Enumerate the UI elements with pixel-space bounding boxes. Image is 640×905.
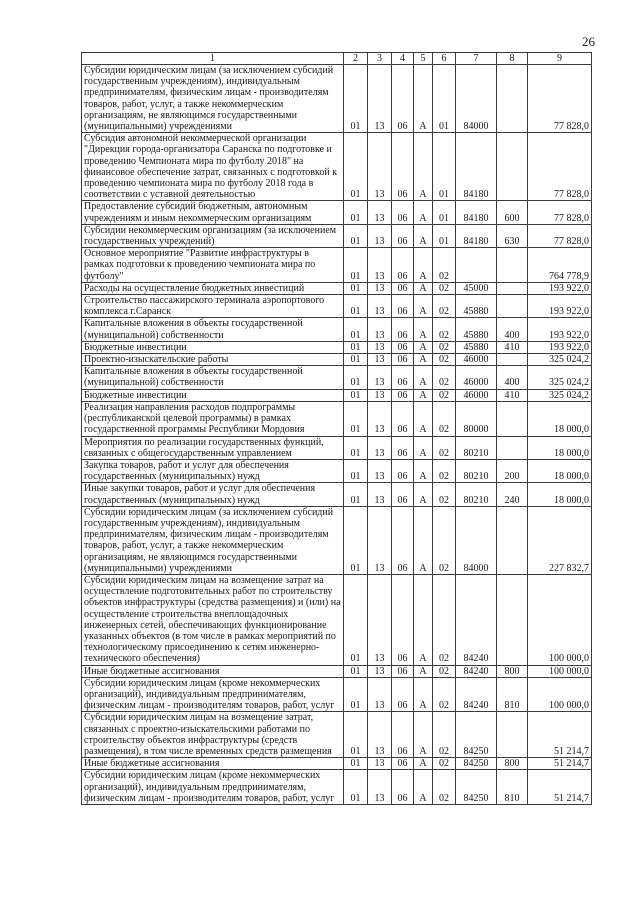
code-ministry: 01 (344, 224, 368, 247)
table-row (82, 133, 592, 201)
row-sum: 325 024,2 (528, 354, 592, 366)
code-direction: 84250 (456, 712, 497, 758)
code-section: 13 (368, 318, 392, 341)
row-name: Основное мероприятие "Развитие инфраструктуры в рамках подготовки к проведению чемпионата мира по футболу" (82, 248, 344, 283)
code-subprogram: 02 (433, 712, 456, 758)
code-section: 13 (368, 248, 392, 283)
code-section: 13 (368, 341, 392, 353)
code-subprogram: 02 (433, 389, 456, 401)
code-direction: 84000 (456, 506, 497, 574)
code-expense-type: 400 (497, 366, 528, 389)
code-subprogram: 01 (433, 133, 456, 201)
code-expense-type (497, 436, 528, 459)
row-name: Субсидии некоммерческим организациям (за исключением государственных учреждений) (82, 224, 344, 247)
row-name: Субсидия автономной некоммерческой организации "Дирекция города-организатора Саранска по подготовке и проведению Чемпионата мира по футболу 2018" на финансовое обеспечение затрат, связанных с подготовкой к проведению чемпионата мира по футболу 2018 года в соответствии с уставной деятельностью (82, 133, 344, 201)
row-name: Иные закупки товаров, работ и услуг для обеспечения государственных (муниципальных) нужд (82, 483, 344, 506)
code-expense-type (497, 712, 528, 758)
code-ministry: 01 (344, 401, 368, 436)
code-subsection: 06 (392, 436, 414, 459)
code-expense-type: 410 (497, 341, 528, 353)
code-expense-type (497, 248, 528, 283)
code-subprogram: 02 (433, 295, 456, 318)
code-program: А (414, 389, 433, 401)
row-sum: 100 000,0 (528, 574, 592, 665)
code-subsection: 06 (392, 248, 414, 283)
code-section: 13 (368, 712, 392, 758)
row-sum: 193 922,0 (528, 295, 592, 318)
row-sum: 51 214,7 (528, 758, 592, 770)
code-program: А (414, 436, 433, 459)
code-section: 13 (368, 459, 392, 482)
column-header-8: 8 (497, 53, 528, 65)
row-sum: 227 832,7 (528, 506, 592, 574)
row-name: Субсидии юридическим лицам (за исключением субсидий государственным учреждениям), индивидуальным предпринимателям, физическим лицам - производителям товаров, работ, услуг, а также некоммерческим организациям, не являющимся государственными (муниципальными) учреждениями (82, 506, 344, 574)
row-name: Мероприятия по реализации государственных функций, связанных с общегосударственным управлением (82, 436, 344, 459)
column-header-6: 6 (433, 53, 456, 65)
row-name: Иные бюджетные ассигнования (82, 665, 344, 677)
code-direction: 45880 (456, 295, 497, 318)
code-expense-type (497, 133, 528, 201)
code-subprogram: 02 (433, 758, 456, 770)
code-section: 13 (368, 483, 392, 506)
row-sum: 18 000,0 (528, 459, 592, 482)
code-ministry: 01 (344, 677, 368, 712)
code-program: А (414, 758, 433, 770)
row-name: Реализация направления расходов подпрограммы (республиканской целевой программы) в рамках государственной программы Республики Мордовия (82, 401, 344, 436)
table-row (82, 295, 592, 318)
row-sum: 18 000,0 (528, 483, 592, 506)
code-subprogram: 02 (433, 401, 456, 436)
row-sum: 77 828,0 (528, 201, 592, 224)
table-row (82, 354, 592, 366)
table-row (82, 282, 592, 294)
code-subprogram: 02 (433, 282, 456, 294)
table-row (82, 65, 592, 133)
column-header-9: 9 (528, 53, 592, 65)
code-expense-type: 810 (497, 677, 528, 712)
code-subsection: 06 (392, 677, 414, 712)
code-program: А (414, 665, 433, 677)
row-sum: 77 828,0 (528, 224, 592, 247)
code-subsection: 06 (392, 712, 414, 758)
row-sum: 18 000,0 (528, 436, 592, 459)
code-section: 13 (368, 282, 392, 294)
row-name: Субсидии юридическим лицам на возмещение затрат на осуществление подготовительных работ по строительству объектов инфраструктуры (средства размещения) и (или) на осуществление строительства внеплощадочных инженерных сетей, обеспечивающих функционирование указанных объектов (в том числе в рамках мероприятий по технологическому присоединению к сетям инженерно-технического обеспечения) (82, 574, 344, 665)
code-ministry: 01 (344, 665, 368, 677)
row-name: Капитальные вложения в объекты государственной (муниципальной) собственности (82, 366, 344, 389)
table-row (82, 712, 592, 758)
table-row (82, 366, 592, 389)
code-subsection: 06 (392, 770, 414, 805)
code-subsection: 06 (392, 401, 414, 436)
table-row (82, 436, 592, 459)
code-program: А (414, 712, 433, 758)
code-section: 13 (368, 65, 392, 133)
code-direction: 45880 (456, 341, 497, 353)
code-subprogram: 02 (433, 436, 456, 459)
code-section: 13 (368, 401, 392, 436)
code-expense-type: 800 (497, 665, 528, 677)
code-program: А (414, 65, 433, 133)
code-program: А (414, 354, 433, 366)
code-subsection: 06 (392, 483, 414, 506)
code-subprogram: 01 (433, 201, 456, 224)
code-subprogram: 02 (433, 366, 456, 389)
code-subsection: 06 (392, 574, 414, 665)
table-row (82, 574, 592, 665)
code-subprogram: 02 (433, 770, 456, 805)
code-ministry: 01 (344, 483, 368, 506)
row-name: Закупка товаров, работ и услуг для обеспечения государственных (муниципальных) нужд (82, 459, 344, 482)
column-header-3: 3 (368, 53, 392, 65)
code-section: 13 (368, 665, 392, 677)
table-row (82, 401, 592, 436)
code-section: 13 (368, 770, 392, 805)
code-direction: 84000 (456, 65, 497, 133)
code-subprogram: 02 (433, 574, 456, 665)
row-sum: 18 000,0 (528, 401, 592, 436)
row-sum: 193 922,0 (528, 341, 592, 353)
code-expense-type: 630 (497, 224, 528, 247)
code-subsection: 06 (392, 65, 414, 133)
code-subsection: 06 (392, 758, 414, 770)
code-ministry: 01 (344, 770, 368, 805)
code-subprogram: 02 (433, 341, 456, 353)
code-program: А (414, 248, 433, 283)
code-program: А (414, 341, 433, 353)
code-section: 13 (368, 506, 392, 574)
code-ministry: 01 (344, 712, 368, 758)
code-subsection: 06 (392, 389, 414, 401)
code-expense-type (497, 65, 528, 133)
code-subsection: 06 (392, 366, 414, 389)
code-subsection: 06 (392, 133, 414, 201)
row-name: Бюджетные инвестиции (82, 389, 344, 401)
table-header (82, 53, 592, 65)
row-name: Расходы на осуществление бюджетных инвестиций (82, 282, 344, 294)
code-expense-type: 810 (497, 770, 528, 805)
code-direction: 45880 (456, 318, 497, 341)
code-subprogram: 02 (433, 318, 456, 341)
row-name: Бюджетные инвестиции (82, 341, 344, 353)
code-ministry: 01 (344, 282, 368, 294)
code-ministry: 01 (344, 133, 368, 201)
code-subsection: 06 (392, 341, 414, 353)
row-sum: 193 922,0 (528, 318, 592, 341)
code-program: А (414, 224, 433, 247)
row-name: Субсидии юридическим лицам на возмещение затрат, связанных с проектно-изыскательскими работами по строительству объектов инфраструктуры (средств размещения), в том числе временных средств размещения (82, 712, 344, 758)
code-section: 13 (368, 574, 392, 665)
code-subprogram: 02 (433, 506, 456, 574)
code-program: А (414, 133, 433, 201)
code-direction: 45000 (456, 282, 497, 294)
row-name: Капитальные вложения в объекты государственной (муниципальной) собственности (82, 318, 344, 341)
code-section: 13 (368, 436, 392, 459)
code-ministry: 01 (344, 758, 368, 770)
table-row (82, 758, 592, 770)
page-number: 26 (582, 34, 595, 49)
row-sum: 100 000,0 (528, 665, 592, 677)
code-expense-type: 410 (497, 389, 528, 401)
table-row (82, 459, 592, 482)
code-expense-type: 240 (497, 483, 528, 506)
code-expense-type: 200 (497, 459, 528, 482)
column-header-2: 2 (344, 53, 368, 65)
code-ministry: 01 (344, 366, 368, 389)
code-direction (456, 248, 497, 283)
budget-table (81, 52, 592, 805)
code-section: 13 (368, 758, 392, 770)
code-program: А (414, 295, 433, 318)
code-subsection: 06 (392, 665, 414, 677)
code-program: А (414, 366, 433, 389)
table-row (82, 506, 592, 574)
code-direction: 80000 (456, 401, 497, 436)
code-program: А (414, 677, 433, 712)
table-row (82, 677, 592, 712)
code-subsection: 06 (392, 459, 414, 482)
code-ministry: 01 (344, 506, 368, 574)
table-row (82, 224, 592, 247)
code-section: 13 (368, 295, 392, 318)
code-program: А (414, 318, 433, 341)
code-ministry: 01 (344, 354, 368, 366)
code-direction: 46000 (456, 389, 497, 401)
code-section: 13 (368, 354, 392, 366)
code-expense-type (497, 401, 528, 436)
code-program: А (414, 770, 433, 805)
column-header-5: 5 (414, 53, 433, 65)
row-sum: 51 214,7 (528, 770, 592, 805)
table-row (82, 389, 592, 401)
code-program: А (414, 459, 433, 482)
code-subsection: 06 (392, 201, 414, 224)
code-expense-type (497, 354, 528, 366)
code-direction: 84180 (456, 201, 497, 224)
table-row (82, 318, 592, 341)
code-subsection: 06 (392, 318, 414, 341)
row-sum: 51 214,7 (528, 712, 592, 758)
code-section: 13 (368, 366, 392, 389)
code-section: 13 (368, 677, 392, 712)
table-row (82, 665, 592, 677)
code-direction: 46000 (456, 354, 497, 366)
code-direction: 80210 (456, 436, 497, 459)
table-row (82, 341, 592, 353)
code-direction: 80210 (456, 483, 497, 506)
row-name: Иные бюджетные ассигнования (82, 758, 344, 770)
code-ministry: 01 (344, 389, 368, 401)
row-name: Предоставление субсидий бюджетным, автономным учреждениям и иным некоммерческим организациям (82, 201, 344, 224)
code-direction: 84240 (456, 665, 497, 677)
code-section: 13 (368, 201, 392, 224)
code-subsection: 06 (392, 282, 414, 294)
code-subprogram: 02 (433, 665, 456, 677)
code-subprogram: 01 (433, 224, 456, 247)
row-name: Субсидии юридическим лицам (за исключением субсидий государственным учреждениям), индивидуальным предпринимателям, физическим лицам - производителям товаров, работ, услуг, а также некоммерческим организациям, не являющимся государственными (муниципальными) учреждениями (82, 65, 344, 133)
row-name: Субсидии юридическим лицам (кроме некоммерческих организаций), индивидуальным предпринимателям, физическим лицам - производителям товаров, работ, услуг (82, 677, 344, 712)
row-name: Строительство пассажирского терминала аэропортового комплекса г.Саранск (82, 295, 344, 318)
code-ministry: 01 (344, 295, 368, 318)
header-row (82, 53, 592, 65)
code-subsection: 06 (392, 295, 414, 318)
row-name: Проектно-изыскательские работы (82, 354, 344, 366)
table-body (82, 65, 592, 805)
code-subprogram: 01 (433, 65, 456, 133)
row-sum: 100 000,0 (528, 677, 592, 712)
code-expense-type (497, 574, 528, 665)
table-row (82, 483, 592, 506)
row-sum: 325 024,2 (528, 366, 592, 389)
code-section: 13 (368, 133, 392, 201)
code-section: 13 (368, 224, 392, 247)
code-subprogram: 02 (433, 459, 456, 482)
code-program: А (414, 506, 433, 574)
code-subsection: 06 (392, 354, 414, 366)
code-direction: 84250 (456, 770, 497, 805)
code-program: А (414, 483, 433, 506)
code-subprogram: 02 (433, 354, 456, 366)
table-row (82, 248, 592, 283)
code-subprogram: 02 (433, 677, 456, 712)
code-subsection: 06 (392, 506, 414, 574)
code-subsection: 06 (392, 224, 414, 247)
code-expense-type (497, 282, 528, 294)
code-ministry: 01 (344, 341, 368, 353)
column-header-1: 1 (82, 53, 344, 65)
code-subprogram: 02 (433, 483, 456, 506)
code-program: А (414, 201, 433, 224)
code-expense-type: 400 (497, 318, 528, 341)
code-program: А (414, 282, 433, 294)
code-ministry: 01 (344, 248, 368, 283)
code-expense-type: 800 (497, 758, 528, 770)
code-direction: 84180 (456, 133, 497, 201)
code-ministry: 01 (344, 436, 368, 459)
code-ministry: 01 (344, 65, 368, 133)
code-expense-type: 600 (497, 201, 528, 224)
code-expense-type (497, 295, 528, 318)
code-section: 13 (368, 389, 392, 401)
row-sum: 325 024,2 (528, 389, 592, 401)
row-sum: 77 828,0 (528, 65, 592, 133)
row-name: Субсидии юридическим лицам (кроме некоммерческих организаций), индивидуальным предпринимателям, физическим лицам - производителям товаров, работ, услуг (82, 770, 344, 805)
code-program: А (414, 574, 433, 665)
code-subprogram: 02 (433, 248, 456, 283)
row-sum: 77 828,0 (528, 133, 592, 201)
code-expense-type (497, 506, 528, 574)
code-direction: 84180 (456, 224, 497, 247)
row-sum: 193 922,0 (528, 282, 592, 294)
code-direction: 84240 (456, 574, 497, 665)
code-ministry: 01 (344, 201, 368, 224)
row-sum: 764 778,9 (528, 248, 592, 283)
code-direction: 80210 (456, 459, 497, 482)
code-direction: 84240 (456, 677, 497, 712)
code-direction: 46000 (456, 366, 497, 389)
code-ministry: 01 (344, 459, 368, 482)
code-direction: 84250 (456, 758, 497, 770)
column-header-7: 7 (456, 53, 497, 65)
table-row (82, 770, 592, 805)
code-ministry: 01 (344, 318, 368, 341)
table-row (82, 201, 592, 224)
code-ministry: 01 (344, 574, 368, 665)
column-header-4: 4 (392, 53, 414, 65)
code-program: А (414, 401, 433, 436)
